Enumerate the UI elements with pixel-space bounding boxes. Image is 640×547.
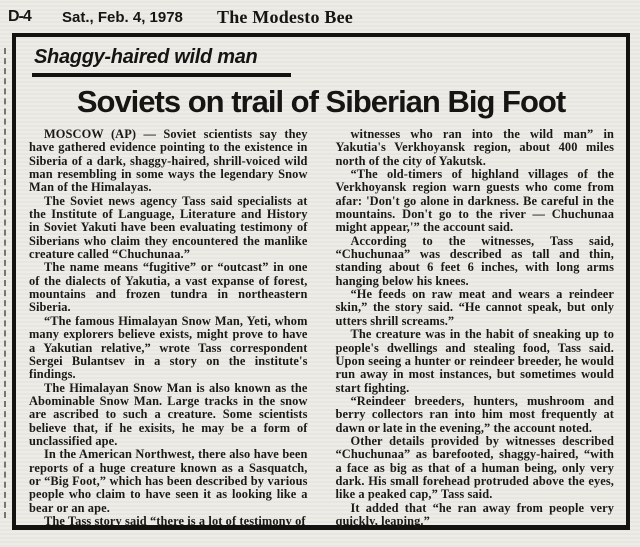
headline: Soviets on trail of Siberian Big Foot [76, 84, 566, 119]
paragraph: The Soviet news agency Tass said specialists at the Institute of Language, Literature and History in Soviet Yakuti have been evaluating testimony of Siberians who claim they encountered the manlike creature called “Chuchunaa.” [29, 193, 308, 262]
paragraph: The Tass story said “there is a lot of testimony of [44, 513, 306, 528]
article-body [16, 123, 626, 528]
paragraph: The name means “fugitive” or “outcast” in one of the dialects of Yakutia, a vast expanse of forest, mountains and frozen tundra in northeastern Siberia. [29, 260, 308, 315]
paragraph: witnesses who ran into the wild man” in Yakutia's Verkhoyansk region, about 400 miles north of the city of Yakutsk. [335, 127, 614, 168]
paragraph: The creature was in the habit of sneaking up to people's dwellings and stealing food, Tass said. Upon seeing a hunter or reindeer breeder, he would run away in most instances, but sometimes would start fighting. [335, 327, 614, 395]
left-column [29, 128, 308, 528]
paragraph: Other details provided by witnesses described “Chuchunaa” as barefooted, shaggy-haired, “with a face as big as that of a human being, only very dark. His small forehead protruded above the eyes, like a peaked cap,” Tass said. [335, 433, 614, 502]
article-box [12, 33, 630, 530]
paragraph: In the American Northwest, there also have been reports of a huge creature known as a Sasquatch, or “Big Foot,” which has been described by various people who claim to have seen it as looking like a bear or an ape. [29, 447, 308, 515]
right-column [336, 128, 615, 528]
issue-date: Sat., Feb. 4, 1978 [62, 9, 183, 26]
newspaper-name: The Modesto Bee [217, 7, 353, 27]
paragraph: “He feeds on raw meat and wears a reindeer skin,” the story said. “He cannot speak, but only utters shrill screams.” [335, 287, 614, 328]
kicker-row [32, 46, 626, 77]
print-edge-artifact [4, 48, 6, 518]
paragraph: MOSCOW (AP) — Soviet scientists say they have gathered evidence pointing to the existence in Siberia of a dark, shaggy-haired, shrill-voiced wild man resembling in some ways the legendary Snow Man of the Himalayas. [29, 127, 308, 195]
paragraph: “The famous Himalayan Snow Man, Yeti, whom many explorers believe exists, might prove to have a Yakutian relative,” wrote Tass correspondent Sergei Bulantsev in a story on the institute's findings. [29, 313, 308, 382]
kicker: Shaggy-haired wild man [32, 46, 291, 77]
masthead [0, 6, 640, 30]
paragraph: “Reindeer breeders, hunters, mushroom and berry collectors ran into him most frequently at dawn or late in the evening,” the account noted. [335, 393, 614, 435]
page-number: D-4 [8, 8, 31, 25]
paragraph: “The old-timers of highland villages of the Verkhoyansk region warn guests who come from afar: 'Don't go alone in darkness. Be careful in the mountains. Don't go to the river — Chuchunaa might appear,'” the account said. [335, 167, 614, 235]
paragraph: According to the witnesses, Tass said, “Chuchunaa” was described as tall and thin, standing about 6 feet 6 inches, with long arms hanging below his knees. [335, 233, 614, 288]
paragraph: It added that “he ran away from people very quickly, leaping.” [335, 500, 614, 528]
paragraph: The Himalayan Snow Man is also known as the Abominable Snow Man. Large tracks in the snow are ascribed to such a creature. Some scientists believe that, if he exisits, he may be a form of unclassified ape. [29, 380, 308, 448]
